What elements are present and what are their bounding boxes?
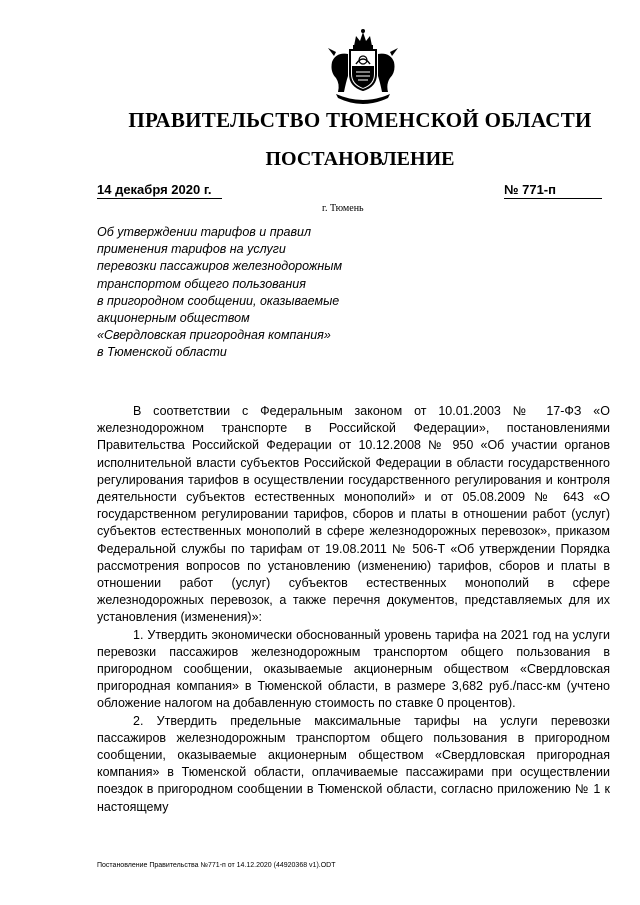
document-date: 14 декабря 2020 г.	[97, 182, 222, 199]
clause-paragraph: 2. Утвердить предельные максимальные тарифы на услуги перевозки пассажиров железнодорожным транспортом общего пользования в пригородном сообщении, оказываемые акционерным обществом «Свердловская пригородная компания» в Тюменской области, оплачиваемые пассажирами при осуществлении поездок в пригородном сообщении в Тюменской области, согласно приложению № 1 к настоящему	[97, 713, 610, 814]
subject-line: в пригородном сообщении, оказываемые	[97, 293, 340, 308]
document-city: г. Тюмень	[322, 203, 364, 214]
coat-of-arms-emblem	[318, 26, 408, 114]
clause-paragraph: 1. Утвердить экономически обоснованный уровень тарифа на 2021 год на услуги перевозки пассажиров железнодорожным транспортом общего пользования в пригородном сообщении, оказываемые акционерным обществом «Свердловская пригородная компания» в Тюменской области, в размере 3,682 руб./пасс-км (учтено обложение налогом на добавленную стоимость по ставке 0 процентов).	[97, 627, 610, 711]
subject-line: Об утверждении тарифов и правил	[97, 225, 312, 239]
subject-line: акционерным обществом	[97, 311, 250, 326]
subject-line: применения тарифов на услуги	[97, 242, 286, 257]
subject-line: в Тюменской области	[97, 345, 227, 360]
preamble-paragraph: В соответствии с Федеральным законом от 10.01.2003 № 17-ФЗ «О железнодорожном транспорте в Российской Федерации», постановлениями Правительства Российской Федерации от 10.12.2008 № 950 «Об участии органов исполнительной власти субъектов Российской Федерации в области государственного регулирования тарифов в осуществлении государственного регулирования и контроля деятельности субъектов естественных монополий» и от 05.08.2009 № 643 «О государственном регулировании тарифов, сборов и платы в отношении работ (услуг) субъектов естественных монополий в сфере железнодорожных перевозок», приказом Федеральной службы по тарифам от 19.08.2011 № 506-Т «Об утверждении Порядка рассмотрения вопросов по установлению (изменению) тарифов, сборов и платы в отношении работ (услуг) субъектов естественных монополий в сфере железнодорожных перевозок, а также перечня документов, представляемых для их установления (изменения)»:	[97, 404, 610, 625]
document-body	[97, 403, 610, 816]
subject-line: транспортом общего пользования	[97, 276, 306, 291]
subject-line: перевозки пассажиров железнодорожным	[97, 259, 343, 274]
subject-line: «Свердловская пригородная компания»	[97, 328, 331, 343]
document-subject	[97, 224, 417, 362]
document-footer: Постановление Правительства №771-п от 14.12.2020 (44920368 v1).ODT	[97, 862, 336, 869]
organization-heading: ПРАВИТЕЛЬСТВО ТЮМЕНСКОЙ ОБЛАСТИ	[128, 108, 592, 132]
document-number: № 771-п	[504, 182, 602, 199]
document-type-heading: ПОСТАНОВЛЕНИЕ	[265, 148, 455, 170]
